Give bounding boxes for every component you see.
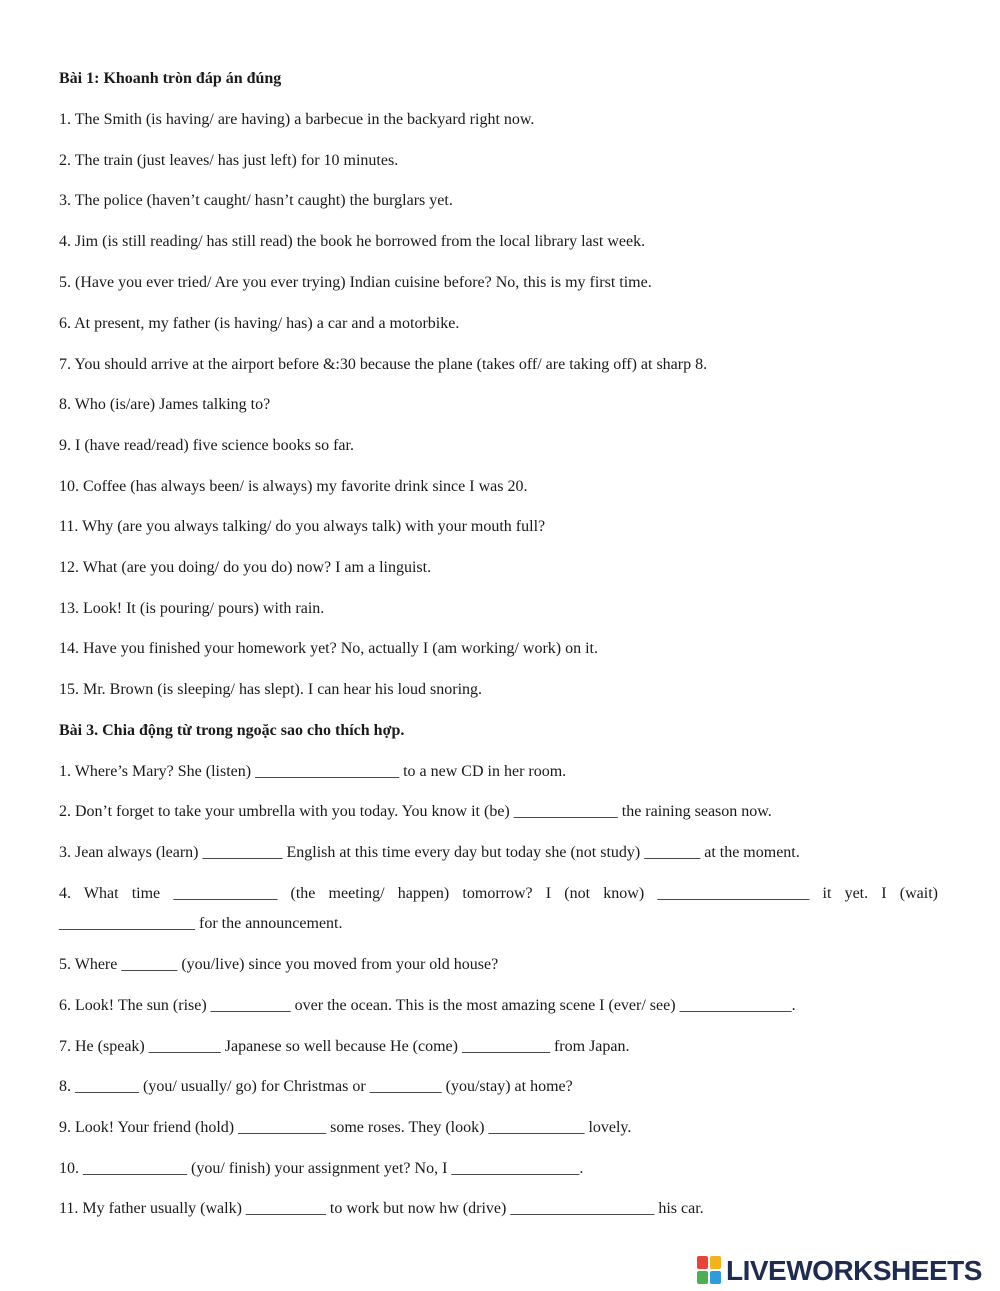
exercise-3-item: 1. Where’s Mary? She (listen) __________________ to a new CD in her room. [59,763,567,780]
exercise-1-item: 13. Look! It (is pouring/ pours) with rain. [59,600,325,617]
exercise-1-item: 3. The police (haven’t caught/ hasn’t caught) the burglars yet. [59,192,453,209]
exercise-3-item: 2. Don’t forget to take your umbrella with you today. You know it (be) _____________ the raining season now. [59,803,772,820]
exercise-1-item: 7. You should arrive at the airport before &:30 because the plane (takes off/ are taking off) at sharp 8. [59,356,708,373]
exercise-3-item: 11. My father usually (walk) __________ to work but now hw (drive) __________________ his car. [59,1200,704,1217]
exercise-1-item: 2. The train (just leaves/ has just left) for 10 minutes. [59,152,399,169]
liveworksheets-logo-text: LIVEWORKSHEETS [726,1255,982,1286]
exercise-3-item: 6. Look! The sun (rise) __________ over the ocean. This is the most amazing scene I (ever/ see) ______________. [59,997,796,1014]
exercise-3-item: 4. What time _____________ (the meeting/ happen) tomorrow? I (not know) ___________________ it yet. I (wait) [59,885,938,902]
exercise-3-item: 7. He (speak) _________ Japanese so well because He (come) ___________ from Japan. [59,1038,630,1055]
exercise-1-item: 15. Mr. Brown (is sleeping/ has slept). I can hear his loud snoring. [59,681,483,698]
exercise-3-item: 5. Where _______ (you/live) since you moved from your old house? [59,956,499,973]
section-1-title: Bài 1: Khoanh tròn đáp án đúng [59,70,282,87]
exercise-1-item: 6. At present, my father (is having/ has) a car and a motorbike. [59,315,460,332]
exercise-3-item: 3. Jean always (learn) __________ English at this time every day but today she (not study) _______ at the moment. [59,844,800,861]
exercise-3-item: 8. ________ (you/ usually/ go) for Christmas or _________ (you/stay) at home? [59,1078,573,1095]
exercise-1-item: 1. The Smith (is having/ are having) a barbecue in the backyard right now. [59,111,535,128]
exercise-3-item-continuation: _________________ for the announcement. [59,915,343,932]
exercise-1-item: 9. I (have read/read) five science books so far. [59,437,354,454]
exercise-3-item: 9. Look! Your friend (hold) ___________ some roses. They (look) ____________ lovely. [59,1119,632,1136]
exercise-1-item: 12. What (are you doing/ do you do) now? I am a linguist. [59,559,432,576]
liveworksheets-logo [697,1253,982,1289]
exercise-1-item: 10. Coffee (has always been/ is always) my favorite drink since I was 20. [59,478,528,495]
liveworksheets-logo-icon [697,1256,723,1286]
section-3-title: Bài 3. Chia động từ trong ngoặc sao cho thích hợp. [59,722,405,739]
exercise-1-item: 8. Who (is/are) James talking to? [59,396,271,413]
exercise-1-item: 11. Why (are you always talking/ do you always talk) with your mouth full? [59,518,546,535]
exercise-3-item: 10. _____________ (you/ finish) your assignment yet? No, I ________________. [59,1160,584,1177]
exercise-1-item: 4. Jim (is still reading/ has still read) the book he borrowed from the local library last week. [59,233,646,250]
exercise-1-item: 5. (Have you ever tried/ Are you ever trying) Indian cuisine before? No, this is my first time. [59,274,652,291]
exercise-1-item: 14. Have you finished your homework yet? No, actually I (am working/ work) on it. [59,640,598,657]
